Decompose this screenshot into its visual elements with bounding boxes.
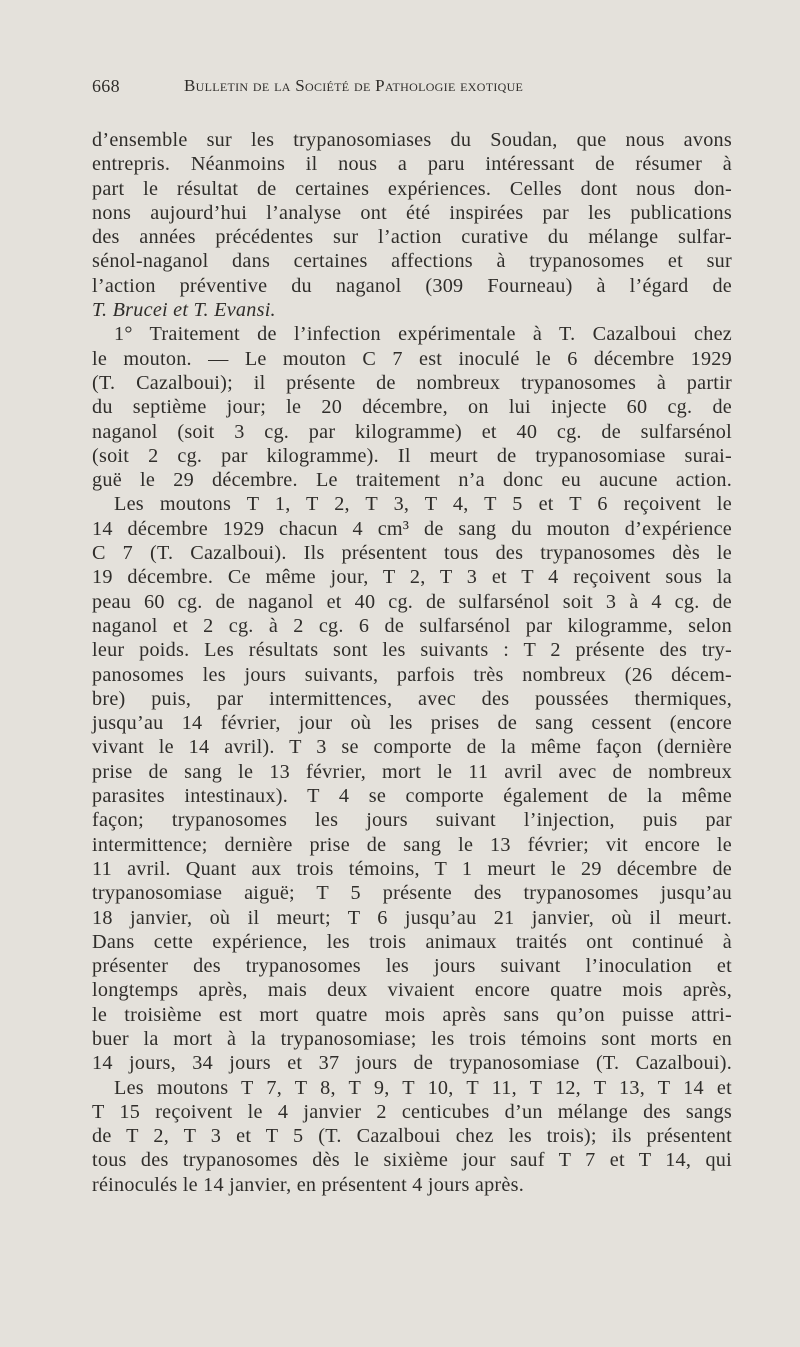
text-line: Dans cette expérience, les trois animaux traités ont continué à (92, 930, 732, 953)
text-line: de T 2, T 3 et T 5 (T. Cazalboui chez les trois); ils présentent (92, 1125, 732, 1148)
text-line: entrepris. Néanmoins il nous a paru intéressant de résumer à (92, 153, 732, 176)
text-line: 14 jours, 34 jours et 37 jours de trypanosomiase (T. Cazalboui). (92, 1052, 732, 1075)
page-number: 668 (92, 76, 120, 96)
text-line: intermittence; dernière prise de sang le 13 février; vit encore le (92, 833, 732, 856)
text-line: T. Brucei et T. Evansi. (92, 299, 276, 322)
text-line: 11 avril. Quant aux trois témoins, T 1 meurt le 29 décembre de (92, 857, 732, 880)
body-text (92, 128, 732, 1197)
text-line: parasites intestinaux). T 4 se comporte également de la même (92, 785, 732, 808)
running-title: Bulletin de la Société de Pathologie exotique (184, 76, 524, 95)
text-line: 18 janvier, où il meurt; T 6 jusqu’au 21 janvier, où il meurt. (92, 906, 732, 929)
text-line: sénol-naganol dans certaines affections à trypanosomes et sur (92, 250, 732, 273)
text-line: d’ensemble sur les trypanosomiases du Soudan, que nous avons (92, 129, 732, 151)
text-line: naganol et 2 cg. à 2 cg. 6 de sulfarsénol par kilogramme, selon (92, 614, 732, 637)
text-line: longtemps après, mais deux vivaient encore quatre mois après, (92, 979, 732, 1002)
text-line: Les moutons T 1, T 2, T 3, T 4, T 5 et T 6 reçoivent le (114, 493, 732, 516)
text-line: prise de sang le 13 février, mort le 11 avril avec de nombreux (92, 760, 732, 783)
text-line: peau 60 cg. de naganol et 40 cg. de sulfarsénol soit 3 à 4 cg. de (92, 590, 732, 613)
text-line: façon; trypanosomes les jours suivant l’injection, puis par (92, 809, 732, 832)
text-line: le mouton. — Le mouton C 7 est inoculé le 6 décembre 1929 (92, 347, 732, 370)
text-line: part le résultat de certaines expériences. Celles dont nous don- (92, 177, 732, 200)
text-line: Les moutons T 7, T 8, T 9, T 10, T 11, T 12, T 13, T 14 et (114, 1076, 732, 1099)
text-line: du septième jour; le 20 décembre, on lui injecte 60 cg. de (92, 396, 732, 419)
page-header (92, 70, 732, 98)
text-line: (soit 2 cg. par kilogramme). Il meurt de trypanosomiase surai- (92, 444, 732, 467)
text-line: (T. Cazalboui); il présente de nombreux trypanosomes à partir (92, 371, 732, 394)
text-line: vivant le 14 avril). T 3 se comporte de la même façon (dernière (92, 736, 732, 759)
text-line: le troisième est mort quatre mois après sans qu’on puisse attri- (92, 1003, 732, 1026)
text-line: réinoculés le 14 janvier, en présentent 4 jours après. (92, 1173, 524, 1196)
text-line: tous des trypanosomes dès le sixième jour sauf T 7 et T 14, qui (92, 1149, 732, 1172)
text-line: des années précédentes sur l’action curative du mélange sulfar- (92, 226, 732, 249)
text-line: présenter des trypanosomes les jours suivant l’inoculation et (92, 955, 732, 978)
text-line: 1° Traitement de l’infection expérimentale à T. Cazalboui chez (114, 323, 732, 346)
text-line: guë le 29 décembre. Le traitement n’a donc eu aucune action. (92, 469, 732, 492)
text-line: T 15 reçoivent le 4 janvier 2 centicubes d’un mélange des sangs (92, 1100, 732, 1123)
text-line: 14 décembre 1929 chacun 4 cm³ de sang du mouton d’expérience (92, 517, 732, 540)
text-line: buer la mort à la trypanosomiase; les trois témoins sont morts en (92, 1027, 732, 1050)
text-line: C 7 (T. Cazalboui). Ils présentent tous des trypanosomes dès le (92, 542, 732, 565)
text-line: bre) puis, par intermittences, avec des poussées thermiques, (92, 687, 732, 710)
text-line: nons aujourd’hui l’analyse ont été inspirées par les publications (92, 201, 732, 224)
text-line: panosomes les jours suivants, parfois très nombreux (26 décem- (92, 663, 732, 686)
text-line: 19 décembre. Ce même jour, T 2, T 3 et T 4 reçoivent sous la (92, 566, 732, 589)
text-line: naganol (soit 3 cg. par kilogramme) et 40 cg. de sulfarsénol (92, 420, 732, 443)
text-line: trypanosomiase aiguë; T 5 présente des trypanosomes jusqu’au (92, 882, 732, 905)
text-line: leur poids. Les résultats sont les suivants : T 2 présente des try- (92, 639, 732, 662)
text-line: jusqu’au 14 février, jour où les prises de sang cessent (encore (92, 712, 732, 735)
text-line: l’action préventive du naganol (309 Fourneau) à l’égard de (92, 274, 732, 297)
